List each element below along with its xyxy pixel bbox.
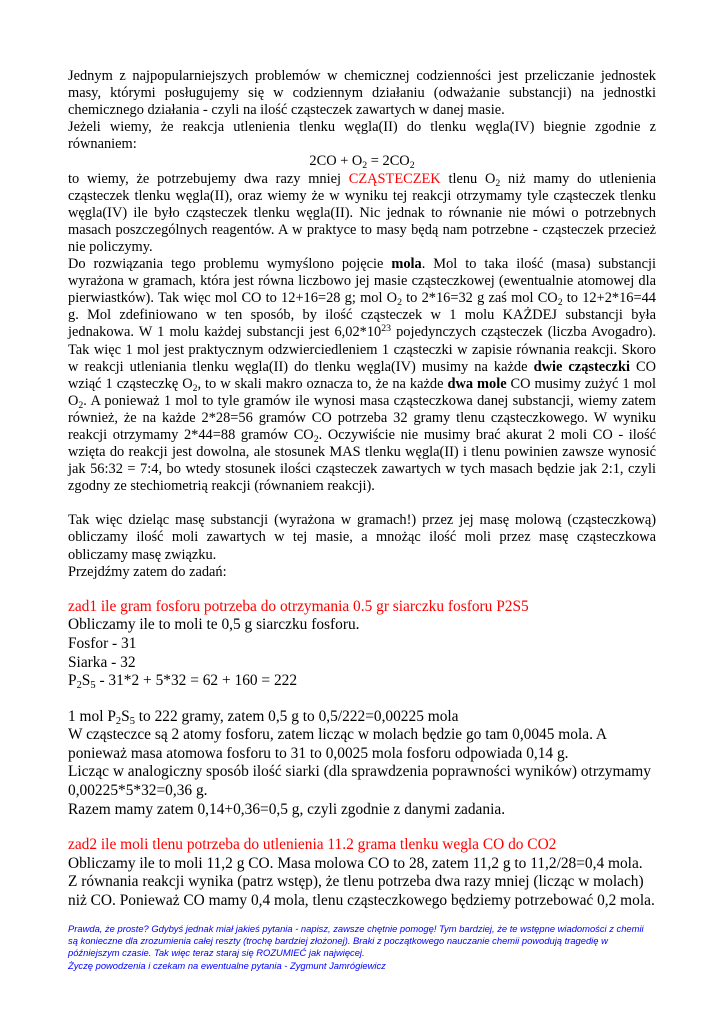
task-1-line: Fosfor - 31 bbox=[68, 634, 137, 652]
task-1-line: Razem mamy zatem 0,14+0,36=0,5 g, czyli zgodnie z danymi zadania. bbox=[68, 800, 506, 818]
task-1-line: Licząc w analogiczny sposób ilość siarki (dla sprawdzenia poprawności wyników) otrzymamy 0,00225*5*32=0,36 g. bbox=[68, 763, 651, 800]
task-2 bbox=[68, 836, 656, 910]
intro-question: Jeżeli wiemy, że reakcja utlenienia tlenku węgla(II) do tlenku węgla(IV) biegnie zgodnie z równaniem: bbox=[68, 119, 656, 153]
highlight-czasteczek: CZĄSTECZEK bbox=[348, 170, 441, 187]
task-1-formula-line: $P_2S_5 - 31*2 + 5*32 = 62 + 160 = 222$ bbox=[68, 672, 298, 692]
task-1 bbox=[68, 598, 656, 820]
task-2-title: zad2 ile moli tlenu potrzeba do utlenienia 11.2 grama tlenku wegla CO do CO2 bbox=[68, 836, 557, 854]
task-1-title: zad1 ile gram fosforu potrzeba do otrzymania 0.5 gr siarczku fosforu P2S5 bbox=[68, 597, 529, 615]
footer-signature: Życzę powodzenia i czekam na ewentualne pytania - Zygmunt Jamrógiewicz bbox=[68, 959, 386, 971]
reaction-equation: $2CO + O_2 = 2CO_2$ bbox=[309, 153, 415, 172]
task-2-line: Z równania reakcji wynika (patrz wstęp), że tlenu potrzeba dwa razy mniej (licząc w molach) niż CO. Ponieważ CO mamy 0,4 mola, tlenu cząsteczkowego będziemy potrzebować 0,2 mola. bbox=[68, 873, 655, 910]
task-1-line: Obliczamy ile to moli te 0,5 g siarczku fosforu. bbox=[68, 616, 360, 634]
task-1-line: Siarka - 32 bbox=[68, 653, 136, 671]
mol-paragraph: Do rozwiązania tego problemu wymyślono pojęcie mola. Mol to taka ilość (masa) substancji wyrażona w gramach, która jest równa liczbowo jej masie cząsteczkowej (ewentualnie atomowej dla pierwiastków). Tak więc mol CO to 12+16=28 g; mol $O_2$ to 2*16=32 g zaś mol $CO_2$ to 12+2*16=44 g. Mol zdefiniowano w ten sposób, by ilość cząsteczek w 1 molu KAŻDEJ substancji była jednakowa. W 1 molu każdej substancji jest $6,02*10^{23}$ pojedynczych cząsteczek (liczba Avogadro). Tak więc 1 mol jest praktycznym odzwierciedleniem 1 cząsteczki w zapisie równania reakcji. Skoro w reakcji utleniania tlenku węgla(II) do tlenku węgla(IV) musimy na każde dwie cząsteczki CO wziąć 1 cząsteczkę $O_2$, to w skali makro oznacza to, że na każde dwa mole CO musimy zużyć 1 mol $O_2$. A ponieważ 1 mol to tyle gramów ile wynosi masa cząsteczkowa danej substancji, wiemy zatem również, że na każde 2*28=56 gramów CO potrzeba 32 gramy tlenu cząsteczkowego. W wyniku reakcji otrzymamy 2*44=88 gramów $CO_2$. Oczywiście nie musimy brać akurat 2 moli CO - ilość wzięta do reakcji jest dowolna, ale stosunek MAS tlenku węgla(II) i tlenu powinien zawsze wynosić jak 56:32 = 7:4, bo wtedy stosunek ilości cząsteczek zawartych w tych masach będzie jak 2:1, czyli zgodny ze stechiometrią reakcji (równaniem reakcji). bbox=[68, 256, 657, 495]
task-1-line: W cząsteczce są 2 atomy fosforu, zatem licząc w molach będzie go tam 0,0045 mola. A ponieważ masa atomowa fosforu to 31 to 0,0025 mola fosforu odpowiada 0,14 g. bbox=[68, 726, 607, 762]
summary-paragraph: Tak więc dzieląc masę substancji (wyrażona w gramach!) przez jej masę molową (cząsteczkową) obliczamy ilość moli zawartych w tej masie, a mnożąc ilość moli przez masę cząsteczkowa obliczamy masę związku. bbox=[68, 512, 656, 563]
footer-note bbox=[68, 923, 656, 973]
document-page bbox=[68, 68, 656, 972]
task-2-line: Obliczamy ile to moli 11,2 g CO. Masa molowa CO to 28, zatem 11,2 g to 11,2/28=0,4 mola. bbox=[68, 854, 643, 872]
transition-line: Przejdźmy zatem do zadań: bbox=[68, 563, 227, 580]
intro-paragraph: Jednym z najpopularniejszych problemów w chemicznej codzienności jest przeliczanie jednostek masy, którymi posługujemy się w codziennym działaniu (odważanie substancji) na jednostki chemicznego działania - czyli na ilość cząsteczek zawartych w danej masie. bbox=[68, 68, 656, 119]
footer-text: Prawda, że proste? Gdybyś jednak miał jakieś pytania - napisz, zawsze chętnie pomogę! Tym bardziej, że te wstępne wiadomości z chemii są konieczne dla zrozumienia całej reszty (trochę bardziej złożonej). Braki z początkowego nauczanie chemii powodują tragedię w późniejszym czasie. Tak więc teraz staraj się ROZUMIEĆ jak najwięcej. bbox=[68, 922, 644, 959]
task-1-line: 1 mol $P_2S_5$ to 222 gramy, zatem 0,5 g to 0,5/222=0,00225 mola bbox=[68, 707, 459, 727]
intro-explanation: to wiemy, że potrzebujemy dwa razy mniej CZĄSTECZEK tlenu $O_2$ niż mamy do utlenienia cząsteczek tlenku węgla(II), oraz wiemy że w wyniku tej reakcji otrzymamy tyle cząsteczek tlenku węgla(IV) ile było cząsteczek tlenku węgla(II). Nic jednak to równanie nie mówi o potrzebnych masach poszczególnych reagentów. A w praktyce to masy będą nam potrzebne - cząsteczek przecież nie policzymy. bbox=[68, 170, 656, 255]
